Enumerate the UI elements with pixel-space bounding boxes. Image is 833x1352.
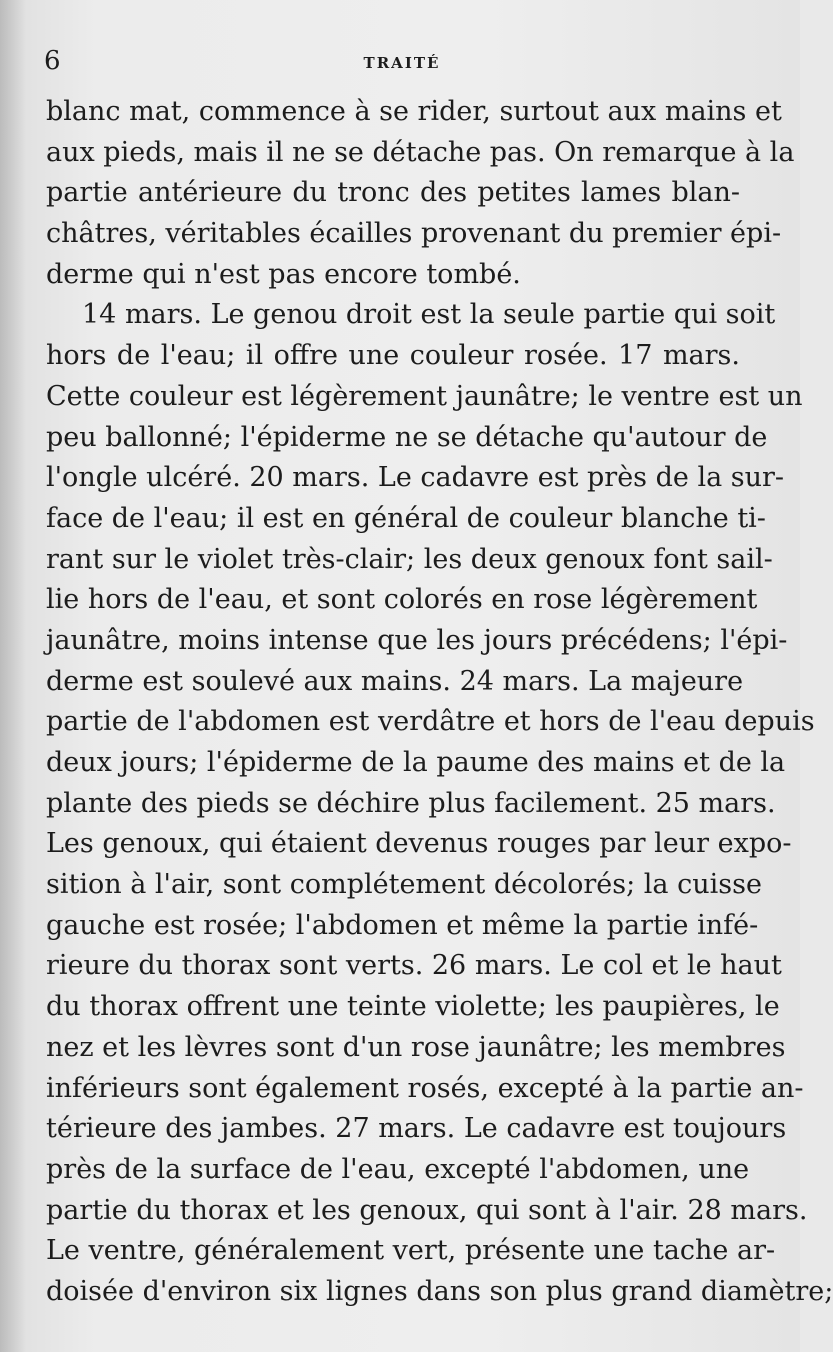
text-line: face de l'eau; il est en général de couleur blanche ti-: [46, 502, 766, 534]
text-line: du thorax offrent une teinte violette; les paupières, le: [46, 991, 780, 1023]
text-line: térieure des jambes. 27 mars. Le cadavre est toujours: [46, 1113, 787, 1145]
text-line: Cette couleur est légèrement jaunâtre; le ventre est un: [46, 380, 803, 412]
text-line: 14 mars. Le genou droit est la seule partie qui soit: [82, 299, 776, 331]
text-line: inférieurs sont également rosés, excepté à la partie an-: [46, 1072, 804, 1104]
text-line: châtres, véritables écailles provenant du premier épi-: [46, 218, 782, 250]
text-line: rant sur le violet très-clair; les deux genoux font sail-: [46, 543, 773, 575]
text-line: deux jours; l'épiderme de la paume des mains et de la: [46, 747, 786, 778]
body-text: [46, 92, 833, 1313]
text-line: sition à l'air, sont complétement décolorés; la cuisse: [46, 869, 762, 901]
text-line: blanc mat, commence à se rider, surtout aux mains et: [46, 96, 782, 127]
text-line: hors de l'eau; il offre une couleur rosée. 17 mars.: [46, 340, 740, 372]
text-line: derme est soulevé aux mains. 24 mars. La majeure: [46, 665, 744, 697]
page-number: 6: [44, 46, 61, 76]
text-line: partie antérieure du tronc des petites lames blan-: [46, 177, 740, 209]
text-line: rieure du thorax sont verts. 26 mars. Le col et le haut: [46, 950, 782, 982]
running-head: TRAITÉ: [363, 54, 441, 72]
text-line: plante des pieds se déchire plus facilement. 25 mars.: [46, 787, 776, 819]
text-line: aux pieds, mais il ne se détache pas. On remarque à la: [46, 136, 795, 168]
text-line: derme qui n'est pas encore tombé.: [46, 258, 521, 290]
text-line: partie de l'abdomen est verdâtre et hors de l'eau depuis: [46, 706, 815, 738]
text-line: jaunâtre, moins intense que les jours précédens; l'épi-: [46, 624, 788, 656]
text-line: nez et les lèvres sont d'un rose jaunâtre; les membres: [46, 1031, 786, 1063]
text-line: près de la surface de l'eau, excepté l'abdomen, une: [46, 1153, 750, 1185]
text-line: Les genoux, qui étaient devenus rouges par leur expo-: [46, 828, 792, 860]
text-line: doisée d'environ six lignes dans son plus grand diamètre;: [46, 1275, 833, 1307]
text-line: Le ventre, généralement vert, présente une tache ar-: [46, 1235, 776, 1267]
page-header: [44, 46, 760, 80]
text-line: lie hors de l'eau, et sont colorés en rose légèrement: [46, 584, 758, 616]
text-line: partie du thorax et les genoux, qui sont à l'air. 28 mars.: [46, 1194, 808, 1226]
text-line: l'ongle ulcéré. 20 mars. Le cadavre est près de la sur-: [46, 462, 785, 494]
text-line: gauche est rosée; l'abdomen et même la partie infé-: [46, 909, 759, 941]
page-gutter-shadow: [0, 0, 26, 1352]
text-line: peu ballonné; l'épiderme ne se détache qu'autour de: [46, 421, 768, 453]
